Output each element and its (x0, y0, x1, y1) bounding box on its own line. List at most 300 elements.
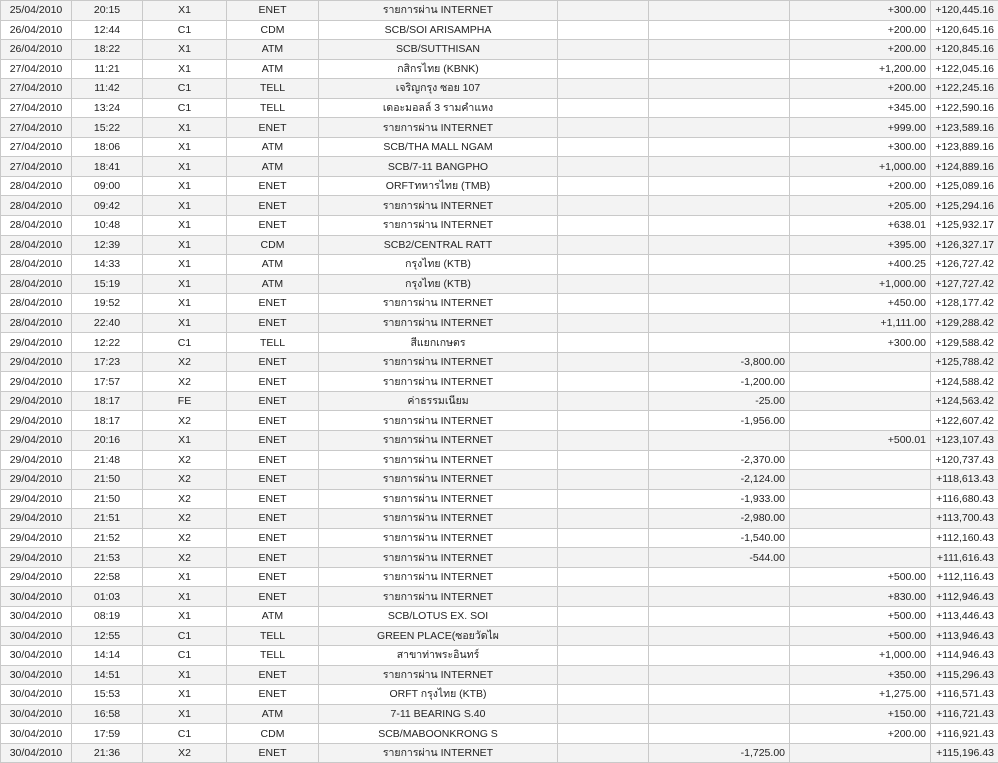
debit-cell (649, 274, 790, 294)
time-cell: 15:22 (72, 118, 143, 138)
debit-cell (649, 665, 790, 685)
channel-cell: TELL (227, 79, 319, 99)
description-cell: รายการผ่าน INTERNET (319, 489, 558, 509)
channel-cell: ATM (227, 606, 319, 626)
date-cell: 28/04/2010 (1, 235, 72, 255)
channel-cell: CDM (227, 724, 319, 744)
debit-cell (649, 587, 790, 607)
time-cell: 10:48 (72, 216, 143, 236)
date-cell: 30/04/2010 (1, 724, 72, 744)
table-row (1, 137, 998, 157)
time-cell: 21:52 (72, 528, 143, 548)
table-row (1, 606, 998, 626)
table-row (1, 176, 998, 196)
debit-cell: -1,725.00 (649, 743, 790, 763)
debit-cell: -1,200.00 (649, 372, 790, 392)
debit-cell (649, 704, 790, 724)
debit-cell (649, 1, 790, 21)
description-cell: รายการผ่าน INTERNET (319, 1, 558, 21)
channel-cell: ENET (227, 411, 319, 431)
debit-cell (649, 157, 790, 177)
credit-cell: +200.00 (790, 724, 931, 744)
code-cell: X1 (143, 255, 227, 275)
code-cell: X1 (143, 1, 227, 21)
time-cell: 11:42 (72, 79, 143, 99)
table-row (1, 40, 998, 60)
credit-cell: +500.00 (790, 567, 931, 587)
credit-cell (790, 352, 931, 372)
date-cell: 29/04/2010 (1, 450, 72, 470)
note-cell (558, 255, 649, 275)
table-row (1, 704, 998, 724)
balance-cell: +122,590.16 (931, 98, 998, 118)
credit-cell: +150.00 (790, 704, 931, 724)
time-cell: 09:00 (72, 176, 143, 196)
note-cell (558, 372, 649, 392)
description-cell: 7-11 BEARING S.40 (319, 704, 558, 724)
note-cell (558, 98, 649, 118)
time-cell: 12:44 (72, 20, 143, 40)
credit-cell (790, 743, 931, 763)
time-cell: 21:50 (72, 470, 143, 490)
time-cell: 14:14 (72, 646, 143, 666)
table-row (1, 470, 998, 490)
balance-cell: +120,737.43 (931, 450, 998, 470)
description-cell: สีแยกเกษตร (319, 333, 558, 353)
balance-cell: +122,245.16 (931, 79, 998, 99)
note-cell (558, 79, 649, 99)
code-cell: X1 (143, 606, 227, 626)
table-row (1, 567, 998, 587)
date-cell: 29/04/2010 (1, 509, 72, 529)
table-row (1, 196, 998, 216)
description-cell: รายการผ่าน INTERNET (319, 470, 558, 490)
date-cell: 28/04/2010 (1, 274, 72, 294)
code-cell: X1 (143, 176, 227, 196)
date-cell: 28/04/2010 (1, 255, 72, 275)
table-row (1, 450, 998, 470)
credit-cell (790, 411, 931, 431)
table-row (1, 79, 998, 99)
channel-cell: ATM (227, 59, 319, 79)
balance-cell: +112,946.43 (931, 587, 998, 607)
time-cell: 14:33 (72, 255, 143, 275)
code-cell: X1 (143, 274, 227, 294)
note-cell (558, 1, 649, 21)
time-cell: 20:16 (72, 431, 143, 451)
code-cell: X1 (143, 313, 227, 333)
channel-cell: TELL (227, 626, 319, 646)
balance-cell: +115,296.43 (931, 665, 998, 685)
table-row (1, 1, 998, 21)
credit-cell: +500.00 (790, 626, 931, 646)
balance-cell: +125,932.17 (931, 216, 998, 236)
description-cell: รายการผ่าน INTERNET (319, 411, 558, 431)
credit-cell: +1,111.00 (790, 313, 931, 333)
balance-cell: +129,588.42 (931, 333, 998, 353)
debit-cell: -3,800.00 (649, 352, 790, 372)
time-cell: 21:51 (72, 509, 143, 529)
time-cell: 17:57 (72, 372, 143, 392)
date-cell: 29/04/2010 (1, 391, 72, 411)
credit-cell (790, 450, 931, 470)
credit-cell (790, 372, 931, 392)
note-cell (558, 157, 649, 177)
channel-cell: ENET (227, 216, 319, 236)
channel-cell: ENET (227, 372, 319, 392)
code-cell: X2 (143, 489, 227, 509)
table-row (1, 294, 998, 314)
channel-cell: ATM (227, 255, 319, 275)
balance-cell: +120,645.16 (931, 20, 998, 40)
table-row (1, 235, 998, 255)
debit-cell (649, 235, 790, 255)
date-cell: 30/04/2010 (1, 743, 72, 763)
note-cell (558, 626, 649, 646)
date-cell: 28/04/2010 (1, 196, 72, 216)
credit-cell: +500.01 (790, 431, 931, 451)
credit-cell (790, 509, 931, 529)
time-cell: 16:58 (72, 704, 143, 724)
code-cell: X2 (143, 528, 227, 548)
code-cell: C1 (143, 646, 227, 666)
balance-cell: +114,946.43 (931, 646, 998, 666)
balance-cell: +125,294.16 (931, 196, 998, 216)
description-cell: รายการผ่าน INTERNET (319, 431, 558, 451)
channel-cell: ENET (227, 391, 319, 411)
credit-cell: +300.00 (790, 137, 931, 157)
date-cell: 29/04/2010 (1, 528, 72, 548)
debit-cell: -1,540.00 (649, 528, 790, 548)
balance-cell: +112,160.43 (931, 528, 998, 548)
date-cell: 30/04/2010 (1, 685, 72, 705)
description-cell: รายการผ่าน INTERNET (319, 509, 558, 529)
description-cell: SCB/LOTUS EX. SOI (319, 606, 558, 626)
debit-cell (649, 626, 790, 646)
description-cell: เดอะมอลล์ 3 รามคำแหง (319, 98, 558, 118)
debit-cell (649, 567, 790, 587)
code-cell: C1 (143, 333, 227, 353)
date-cell: 27/04/2010 (1, 118, 72, 138)
note-cell (558, 333, 649, 353)
code-cell: C1 (143, 20, 227, 40)
date-cell: 30/04/2010 (1, 606, 72, 626)
table-row (1, 548, 998, 568)
balance-cell: +127,727.42 (931, 274, 998, 294)
debit-cell: -2,980.00 (649, 509, 790, 529)
description-cell: กสิกรไทย (KBNK) (319, 59, 558, 79)
channel-cell: TELL (227, 646, 319, 666)
code-cell: X2 (143, 548, 227, 568)
channel-cell: ENET (227, 470, 319, 490)
note-cell (558, 704, 649, 724)
date-cell: 26/04/2010 (1, 40, 72, 60)
description-cell: รายการผ่าน INTERNET (319, 352, 558, 372)
channel-cell: ATM (227, 704, 319, 724)
date-cell: 29/04/2010 (1, 352, 72, 372)
channel-cell: ENET (227, 685, 319, 705)
table-row (1, 509, 998, 529)
balance-cell: +126,327.17 (931, 235, 998, 255)
debit-cell (649, 294, 790, 314)
table-row (1, 626, 998, 646)
channel-cell: CDM (227, 20, 319, 40)
table-row (1, 724, 998, 744)
debit-cell (649, 40, 790, 60)
channel-cell: ENET (227, 294, 319, 314)
code-cell: X1 (143, 587, 227, 607)
balance-cell: +116,921.43 (931, 724, 998, 744)
statement-body (1, 1, 998, 763)
code-cell: X1 (143, 137, 227, 157)
time-cell: 17:23 (72, 352, 143, 372)
channel-cell: ATM (227, 137, 319, 157)
time-cell: 09:42 (72, 196, 143, 216)
table-row (1, 372, 998, 392)
time-cell: 18:41 (72, 157, 143, 177)
code-cell: X2 (143, 411, 227, 431)
debit-cell (649, 79, 790, 99)
time-cell: 01:03 (72, 587, 143, 607)
date-cell: 30/04/2010 (1, 646, 72, 666)
credit-cell (790, 489, 931, 509)
balance-cell: +116,680.43 (931, 489, 998, 509)
description-cell: กรุงไทย (KTB) (319, 274, 558, 294)
debit-cell (649, 431, 790, 451)
description-cell: รายการผ่าน INTERNET (319, 743, 558, 763)
balance-cell: +125,788.42 (931, 352, 998, 372)
date-cell: 29/04/2010 (1, 372, 72, 392)
credit-cell: +300.00 (790, 1, 931, 21)
description-cell: SCB/THA MALL NGAM (319, 137, 558, 157)
code-cell: X1 (143, 118, 227, 138)
balance-cell: +123,589.16 (931, 118, 998, 138)
balance-cell: +116,571.43 (931, 685, 998, 705)
time-cell: 13:24 (72, 98, 143, 118)
debit-cell (649, 333, 790, 353)
table-row (1, 685, 998, 705)
time-cell: 21:53 (72, 548, 143, 568)
channel-cell: ENET (227, 509, 319, 529)
channel-cell: ENET (227, 587, 319, 607)
code-cell: X2 (143, 743, 227, 763)
credit-cell: +395.00 (790, 235, 931, 255)
table-row (1, 743, 998, 763)
debit-cell (649, 313, 790, 333)
date-cell: 30/04/2010 (1, 665, 72, 685)
balance-cell: +122,045.16 (931, 59, 998, 79)
table-row (1, 587, 998, 607)
note-cell (558, 743, 649, 763)
description-cell: รายการผ่าน INTERNET (319, 294, 558, 314)
time-cell: 18:17 (72, 411, 143, 431)
note-cell (558, 489, 649, 509)
credit-cell: +300.00 (790, 333, 931, 353)
note-cell (558, 606, 649, 626)
description-cell: รายการผ่าน INTERNET (319, 216, 558, 236)
balance-cell: +128,177.42 (931, 294, 998, 314)
channel-cell: ATM (227, 274, 319, 294)
time-cell: 08:19 (72, 606, 143, 626)
note-cell (558, 470, 649, 490)
time-cell: 22:58 (72, 567, 143, 587)
channel-cell: ENET (227, 743, 319, 763)
date-cell: 27/04/2010 (1, 98, 72, 118)
date-cell: 27/04/2010 (1, 157, 72, 177)
credit-cell: +200.00 (790, 20, 931, 40)
time-cell: 22:40 (72, 313, 143, 333)
code-cell: X2 (143, 470, 227, 490)
time-cell: 15:53 (72, 685, 143, 705)
note-cell (558, 411, 649, 431)
description-cell: SCB2/CENTRAL RATT (319, 235, 558, 255)
channel-cell: ENET (227, 196, 319, 216)
debit-cell: -2,124.00 (649, 470, 790, 490)
note-cell (558, 567, 649, 587)
note-cell (558, 587, 649, 607)
description-cell: รายการผ่าน INTERNET (319, 118, 558, 138)
time-cell: 17:59 (72, 724, 143, 744)
date-cell: 29/04/2010 (1, 470, 72, 490)
note-cell (558, 196, 649, 216)
table-row (1, 157, 998, 177)
date-cell: 29/04/2010 (1, 567, 72, 587)
credit-cell: +450.00 (790, 294, 931, 314)
date-cell: 29/04/2010 (1, 411, 72, 431)
date-cell: 29/04/2010 (1, 333, 72, 353)
description-cell: รายการผ่าน INTERNET (319, 567, 558, 587)
channel-cell: ENET (227, 352, 319, 372)
description-cell: รายการผ่าน INTERNET (319, 313, 558, 333)
debit-cell: -1,956.00 (649, 411, 790, 431)
code-cell: X1 (143, 665, 227, 685)
table-row (1, 528, 998, 548)
time-cell: 12:39 (72, 235, 143, 255)
time-cell: 21:48 (72, 450, 143, 470)
description-cell: ORFTทหารไทย (TMB) (319, 176, 558, 196)
table-row (1, 216, 998, 236)
date-cell: 30/04/2010 (1, 626, 72, 646)
debit-cell (649, 59, 790, 79)
table-row (1, 98, 998, 118)
time-cell: 15:19 (72, 274, 143, 294)
balance-cell: +113,700.43 (931, 509, 998, 529)
balance-cell: +125,089.16 (931, 176, 998, 196)
code-cell: X1 (143, 216, 227, 236)
code-cell: X2 (143, 372, 227, 392)
date-cell: 28/04/2010 (1, 216, 72, 236)
note-cell (558, 352, 649, 372)
code-cell: X1 (143, 196, 227, 216)
channel-cell: ENET (227, 313, 319, 333)
debit-cell (649, 196, 790, 216)
credit-cell: +500.00 (790, 606, 931, 626)
credit-cell: +200.00 (790, 176, 931, 196)
description-cell: รายการผ่าน INTERNET (319, 665, 558, 685)
debit-cell (649, 606, 790, 626)
channel-cell: ENET (227, 528, 319, 548)
code-cell: X1 (143, 704, 227, 724)
credit-cell (790, 470, 931, 490)
code-cell: X1 (143, 235, 227, 255)
note-cell (558, 59, 649, 79)
debit-cell (649, 685, 790, 705)
time-cell: 14:51 (72, 665, 143, 685)
credit-cell: +1,275.00 (790, 685, 931, 705)
balance-cell: +120,845.16 (931, 40, 998, 60)
debit-cell: -1,933.00 (649, 489, 790, 509)
credit-cell: +350.00 (790, 665, 931, 685)
balance-cell: +115,196.43 (931, 743, 998, 763)
debit-cell (649, 20, 790, 40)
channel-cell: ENET (227, 431, 319, 451)
debit-cell (649, 137, 790, 157)
code-cell: X1 (143, 59, 227, 79)
credit-cell (790, 548, 931, 568)
table-row (1, 118, 998, 138)
date-cell: 28/04/2010 (1, 176, 72, 196)
date-cell: 30/04/2010 (1, 704, 72, 724)
credit-cell: +400.25 (790, 255, 931, 275)
description-cell: รายการผ่าน INTERNET (319, 548, 558, 568)
code-cell: X2 (143, 352, 227, 372)
code-cell: C1 (143, 98, 227, 118)
date-cell: 25/04/2010 (1, 1, 72, 21)
credit-cell: +1,000.00 (790, 157, 931, 177)
channel-cell: ENET (227, 176, 319, 196)
time-cell: 21:50 (72, 489, 143, 509)
channel-cell: CDM (227, 235, 319, 255)
code-cell: X1 (143, 294, 227, 314)
balance-cell: +113,946.43 (931, 626, 998, 646)
date-cell: 29/04/2010 (1, 548, 72, 568)
time-cell: 19:52 (72, 294, 143, 314)
date-cell: 29/04/2010 (1, 431, 72, 451)
credit-cell: +999.00 (790, 118, 931, 138)
code-cell: C1 (143, 626, 227, 646)
note-cell (558, 176, 649, 196)
note-cell (558, 509, 649, 529)
channel-cell: ATM (227, 157, 319, 177)
note-cell (558, 685, 649, 705)
table-row (1, 313, 998, 333)
note-cell (558, 274, 649, 294)
credit-cell: +205.00 (790, 196, 931, 216)
debit-cell (649, 216, 790, 236)
credit-cell: +830.00 (790, 587, 931, 607)
balance-cell: +126,727.42 (931, 255, 998, 275)
balance-cell: +124,588.42 (931, 372, 998, 392)
note-cell (558, 20, 649, 40)
balance-cell: +123,889.16 (931, 137, 998, 157)
note-cell (558, 313, 649, 333)
note-cell (558, 646, 649, 666)
debit-cell (649, 98, 790, 118)
time-cell: 18:17 (72, 391, 143, 411)
table-row (1, 333, 998, 353)
credit-cell: +1,000.00 (790, 274, 931, 294)
table-row (1, 411, 998, 431)
description-cell: กรุงไทย (KTB) (319, 255, 558, 275)
debit-cell: -25.00 (649, 391, 790, 411)
table-row (1, 489, 998, 509)
code-cell: X1 (143, 40, 227, 60)
date-cell: 30/04/2010 (1, 587, 72, 607)
channel-cell: ENET (227, 489, 319, 509)
table-row (1, 59, 998, 79)
balance-cell: +123,107.43 (931, 431, 998, 451)
debit-cell (649, 118, 790, 138)
